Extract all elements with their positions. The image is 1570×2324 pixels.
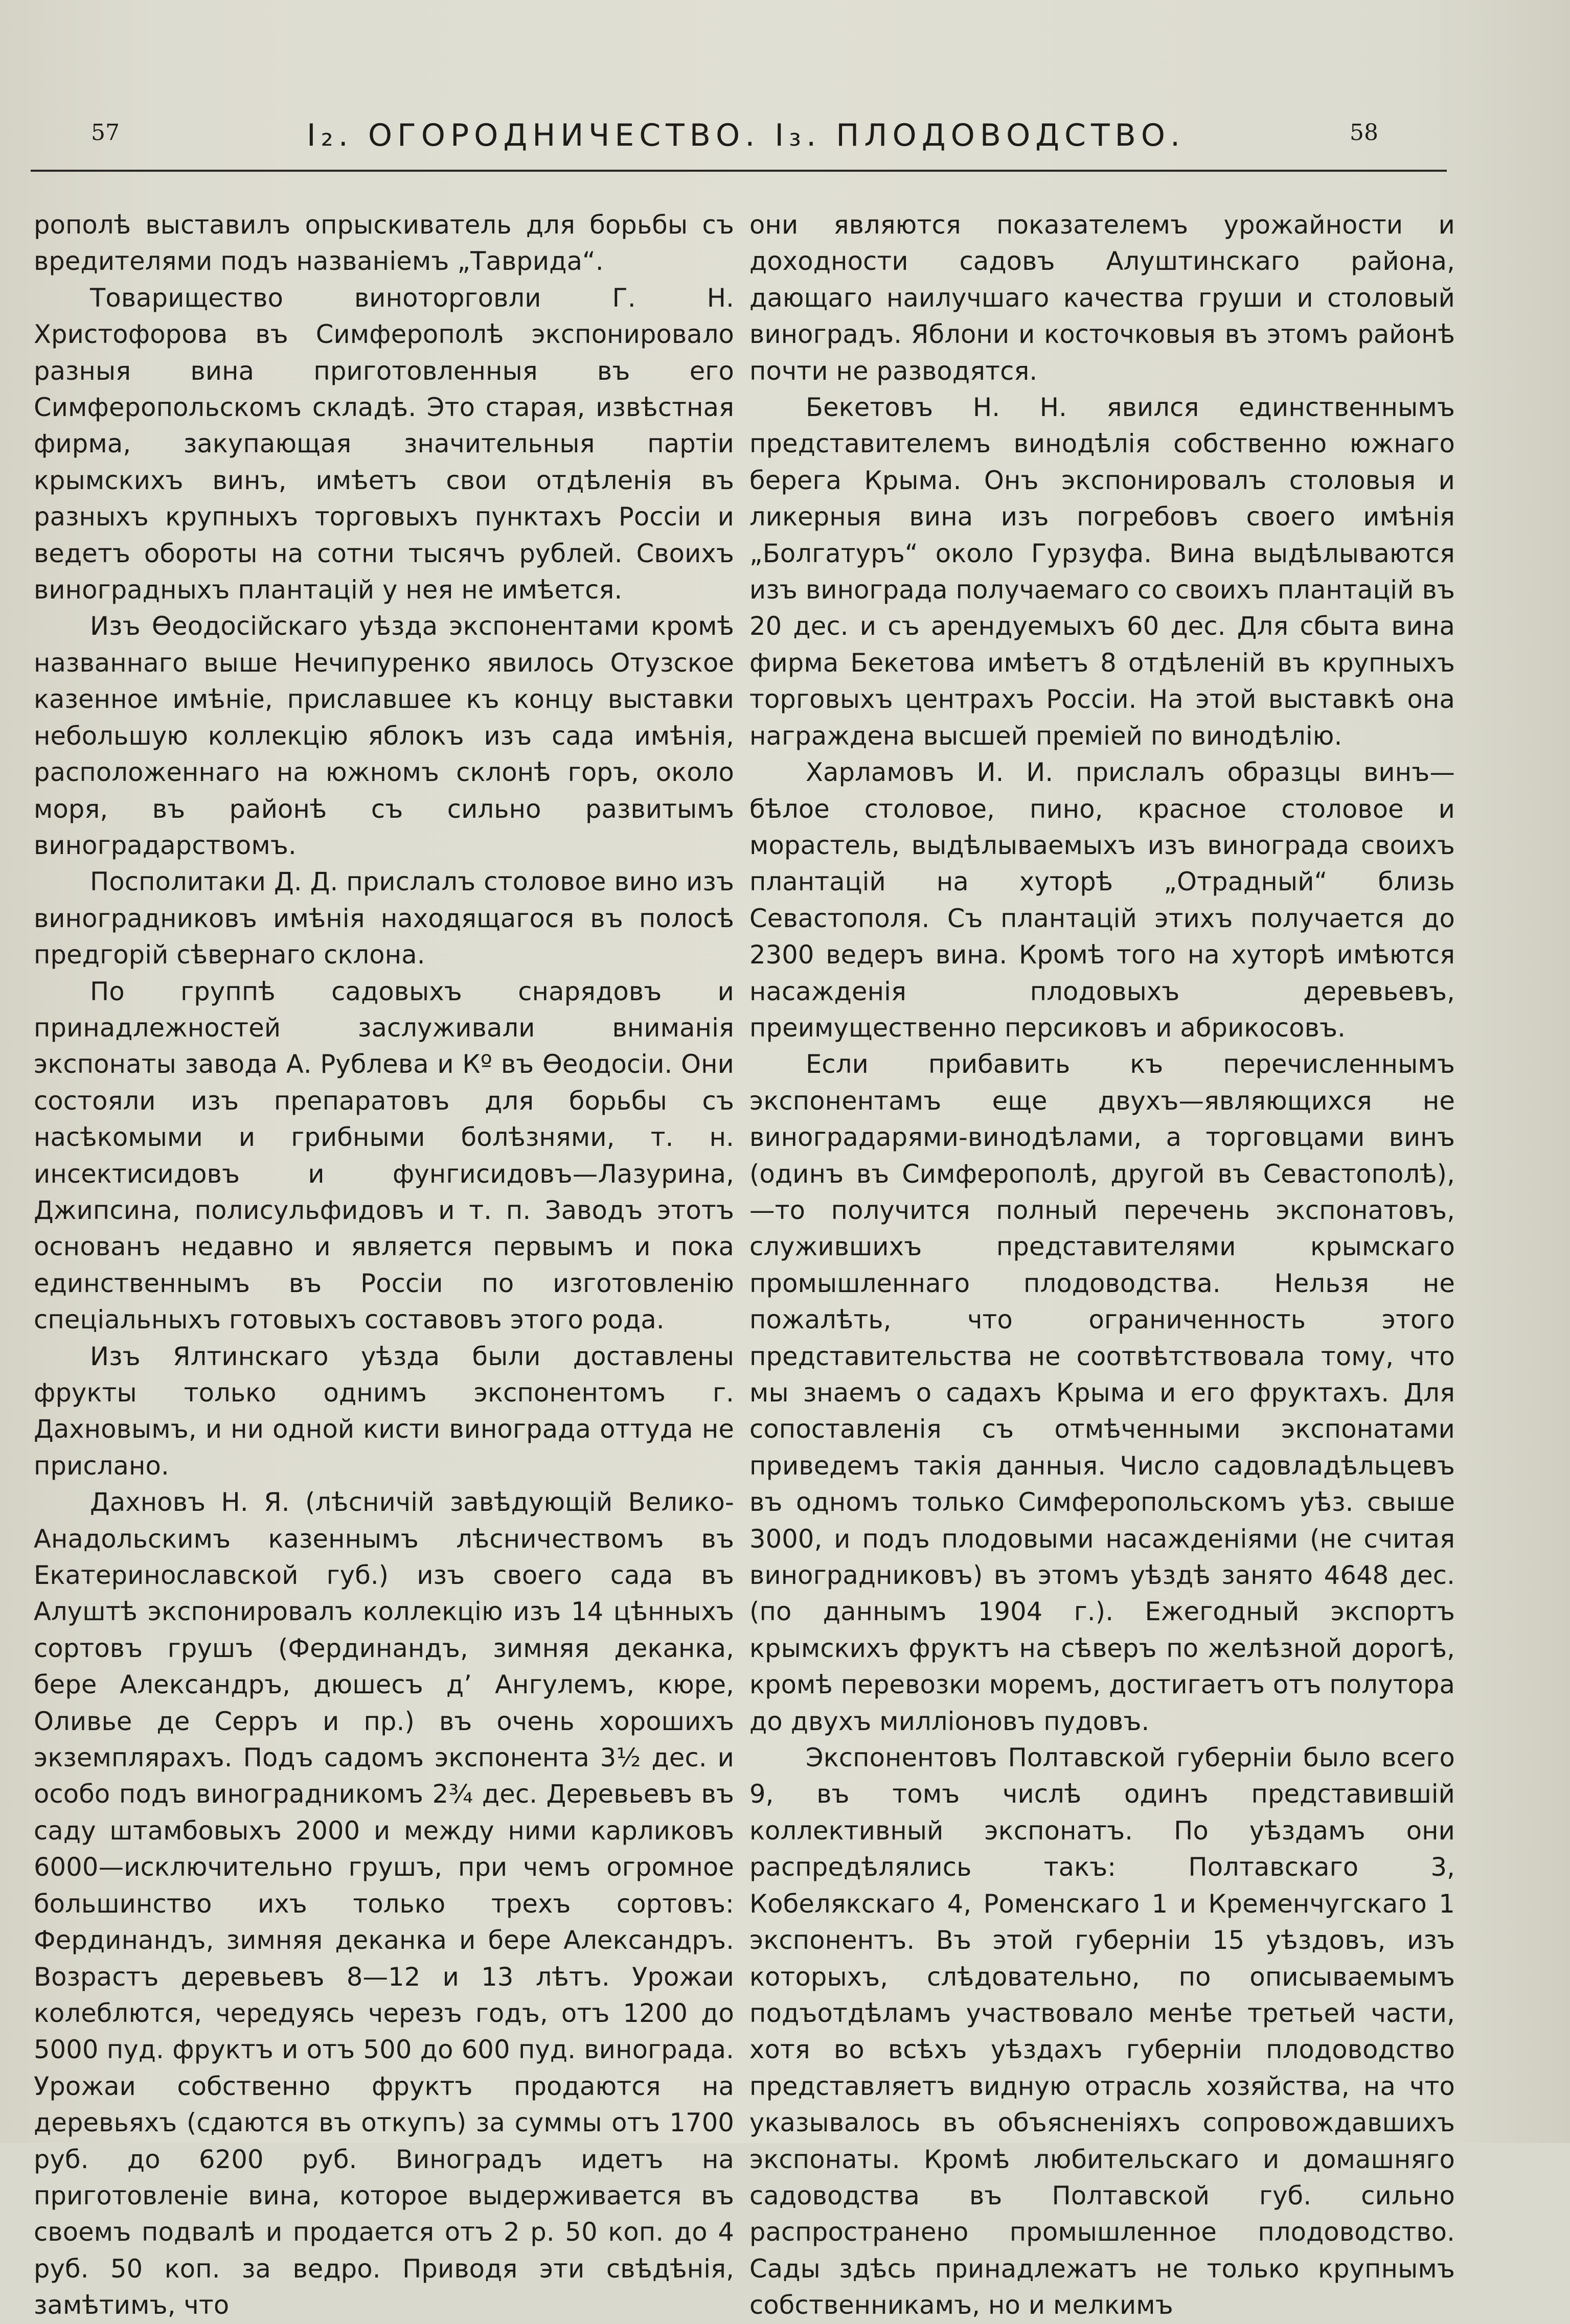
- right-column: [749, 207, 1455, 2320]
- right-page-number: 58: [1350, 120, 1378, 146]
- paragraph: рополѣ выставилъ опрыскиватель для борьбы съ вредителями подъ названіемъ „Таврида“.: [34, 210, 734, 277]
- paragraph: Изъ Ѳеодосійскаго уѣзда экспонентами кромѣ названнаго выше Нечипуренко явилось Отузское казенное имѣніе, приславшее къ концу выставки небольшую коллекцію яблокъ изъ сада имѣнія, расположеннаго на южномъ склонѣ горъ, около моря, въ районѣ съ сильно развитымъ виноградарствомъ.: [34, 611, 734, 860]
- paragraph: Если прибавить къ перечисленнымъ экспонентамъ еще двухъ—являющихся не виноградарями-винодѣлами, а торговцами винъ (одинъ въ Симферополѣ, другой въ Севастополѣ),—то получится полный перечень экспонатовъ, служившихъ представителями крымскаго промышленнаго плодоводства. Нельзя не пожалѣть, что ограниченность этого представительства не соотвѣтствовала тому, что мы знаемъ о садахъ Крыма и его фруктахъ. Для сопоставленія съ отмѣченными экспонатами приведемъ такія данныя. Число садовладѣльцевъ въ одномъ только Симферопольскомъ уѣз. свыше 3000, и подъ плодовыми насажденіями (не считая виноградниковъ) въ этомъ уѣздѣ занято 4648 дес. (по даннымъ 1904 г.). Ежегодный экспортъ крымскихъ фруктъ на сѣверъ по желѣзной дорогѣ, кромѣ перевозки моремъ, достигаетъ отъ полутора до двухъ милліоновъ пудовъ.: [749, 1049, 1455, 1736]
- page-header: [31, 112, 1447, 169]
- left-column: [34, 207, 734, 2320]
- paragraph: Харламовъ И. И. прислалъ образцы винъ—бѣлое столовое, пино, красное столовое и морастель, выдѣлываемыхъ изъ винограда своихъ плантацій на хуторѣ „Отрадный“ близь Севастополя. Съ плантацій этихъ получается до 2300 ведеръ вина. Кромѣ того на хуторѣ имѣются насажденія плодовыхъ деревьевъ, преимущественно персиковъ и абрикосовъ.: [749, 757, 1455, 1043]
- left-page-number: 57: [91, 120, 120, 146]
- paragraph: Бекетовъ Н. Н. явился единственнымъ представителемъ винодѣлія собственно южнаго берега Крыма. Онъ экспонировалъ столовыя и ликерныя вина изъ погребовъ своего имѣнія „Болгатуръ“ около Гурзуфа. Вина выдѣлываются изъ винограда получаемаго со своихъ плантацій въ 20 дес. и съ арендуемыхъ 60 дес. Для сбыта вина фирма Бекетова имѣетъ 8 отдѣленій въ крупныхъ торговыхъ центрахъ Россіи. На этой выставкѣ она награждена высшей преміей по винодѣлію.: [749, 393, 1455, 751]
- header-rule: [31, 170, 1447, 172]
- paragraph: Изъ Ялтинскаго уѣзда были доставлены фрукты только однимъ экспонентомъ г. Дахновымъ, и ни одной кисти винограда оттуда не прислано.: [34, 1341, 734, 1481]
- paragraph: они являются показателемъ урожайности и доходности садовъ Алуштинскаго района, дающаго наилучшаго качества груши и столовый виноградъ. Яблони и косточковыя въ этомъ районѣ почти не разводятся.: [749, 210, 1455, 386]
- paragraph: Экспонентовъ Полтавской губерніи было всего 9, въ томъ числѣ одинъ представившій коллективный экспонатъ. По уѣздамъ они распредѣлялись такъ: Полтавскаго 3, Кобелякскаго 4, Роменскаго 1 и Кременчугскаго 1 экспонентъ. Въ этой губерніи 15 уѣздовъ, изъ которыхъ, слѣдовательно, по описываемымъ подъотдѣламъ участвовало менѣе третьей части, хотя во всѣхъ уѣздахъ губерніи плодоводство представляетъ видную отрасль хозяйства, на что указывалось въ объясненіяхъ сопровождавшихъ экспонаты. Кромѣ любительскаго и домашняго садоводства въ Полтавской губ. сильно распространено промышленное плодоводство. Сады здѣсь принадлежатъ не только крупнымъ собственникамъ, но и мелкимъ: [749, 1743, 1455, 2320]
- running-title: I₂. ОГОРОДНИЧЕСТВО. I₃. ПЛОДОВОДСТВО.: [307, 118, 1186, 153]
- paragraph: По группѣ садовыхъ снарядовъ и принадлежностей заслуживали вниманія экспонаты завода А. Рублева и Кº въ Ѳеодосіи. Они состояли изъ препаратовъ для борьбы съ насѣкомыми и грибными болѣзнями, т. н. инсектисидовъ и фунгисидовъ—Лазурина, Джипсина, полисульфидовъ и т. п. Заводъ этотъ основанъ недавно и является первымъ и пока единственнымъ въ Россіи по изготовленію спеціальныхъ готовыхъ составовъ этого рода.: [34, 976, 734, 1335]
- paragraph: Посполитаки Д. Д. прислалъ столовое вино изъ виноградниковъ имѣнія находящагося въ полосѣ предгорій сѣвернаго склона.: [34, 867, 734, 970]
- paragraph: Товарищество виноторговли Г. Н. Христофорова въ Симферополѣ экспонировало разныя вина приготовленныя въ его Симферопольскомъ складѣ. Это старая, извѣстная фирма, закупающая значительныя партіи крымскихъ винъ, имѣетъ свои отдѣленія въ разныхъ крупныхъ торговыхъ пунктахъ Россіи и ведетъ обороты на сотни тысячъ рублей. Своихъ виноградныхъ плантацій у нея не имѣется.: [34, 283, 734, 605]
- paragraph: Дахновъ Н. Я. (лѣсничій завѣдующій Велико-Анадольскимъ казеннымъ лѣсничествомъ въ Екатеринославской губ.) изъ своего сада въ Алуштѣ экспонировалъ коллекцію изъ 14 цѣнныхъ сортовъ грушъ (Фердинандъ, зимняя деканка, бере Александръ, дюшесъ д’ Ангулемъ, кюре, Оливье де Серръ и пр.) въ очень хорошихъ экземплярахъ. Подъ садомъ экспонента 3½ дес. и особо подъ виноградникомъ 2¾ дес. Деревьевъ въ саду штамбовыхъ 2000 и между ними карликовъ 6000—исключительно грушъ, при чемъ огромное большинство ихъ только трехъ сортовъ: Фердинандъ, зимняя деканка и бере Александръ. Возрастъ деревьевъ 8—12 и 13 лѣтъ. Урожаи колеблются, чередуясь черезъ годъ, отъ 1200 до 5000 пуд. фруктъ и отъ 500 до 600 пуд. винограда. Урожаи собственно фруктъ продаются на деревьяхъ (сдаются въ откупъ) за суммы отъ 1700 руб. до 6200 руб. Виноградъ идетъ на приготовленіе вина, которое выдерживается въ своемъ подвалѣ и продается отъ 2 р. 50 коп. до 4 руб. 50 коп. за ведро. Приводя эти свѣдѣнія, замѣтимъ, что: [34, 1487, 734, 2320]
